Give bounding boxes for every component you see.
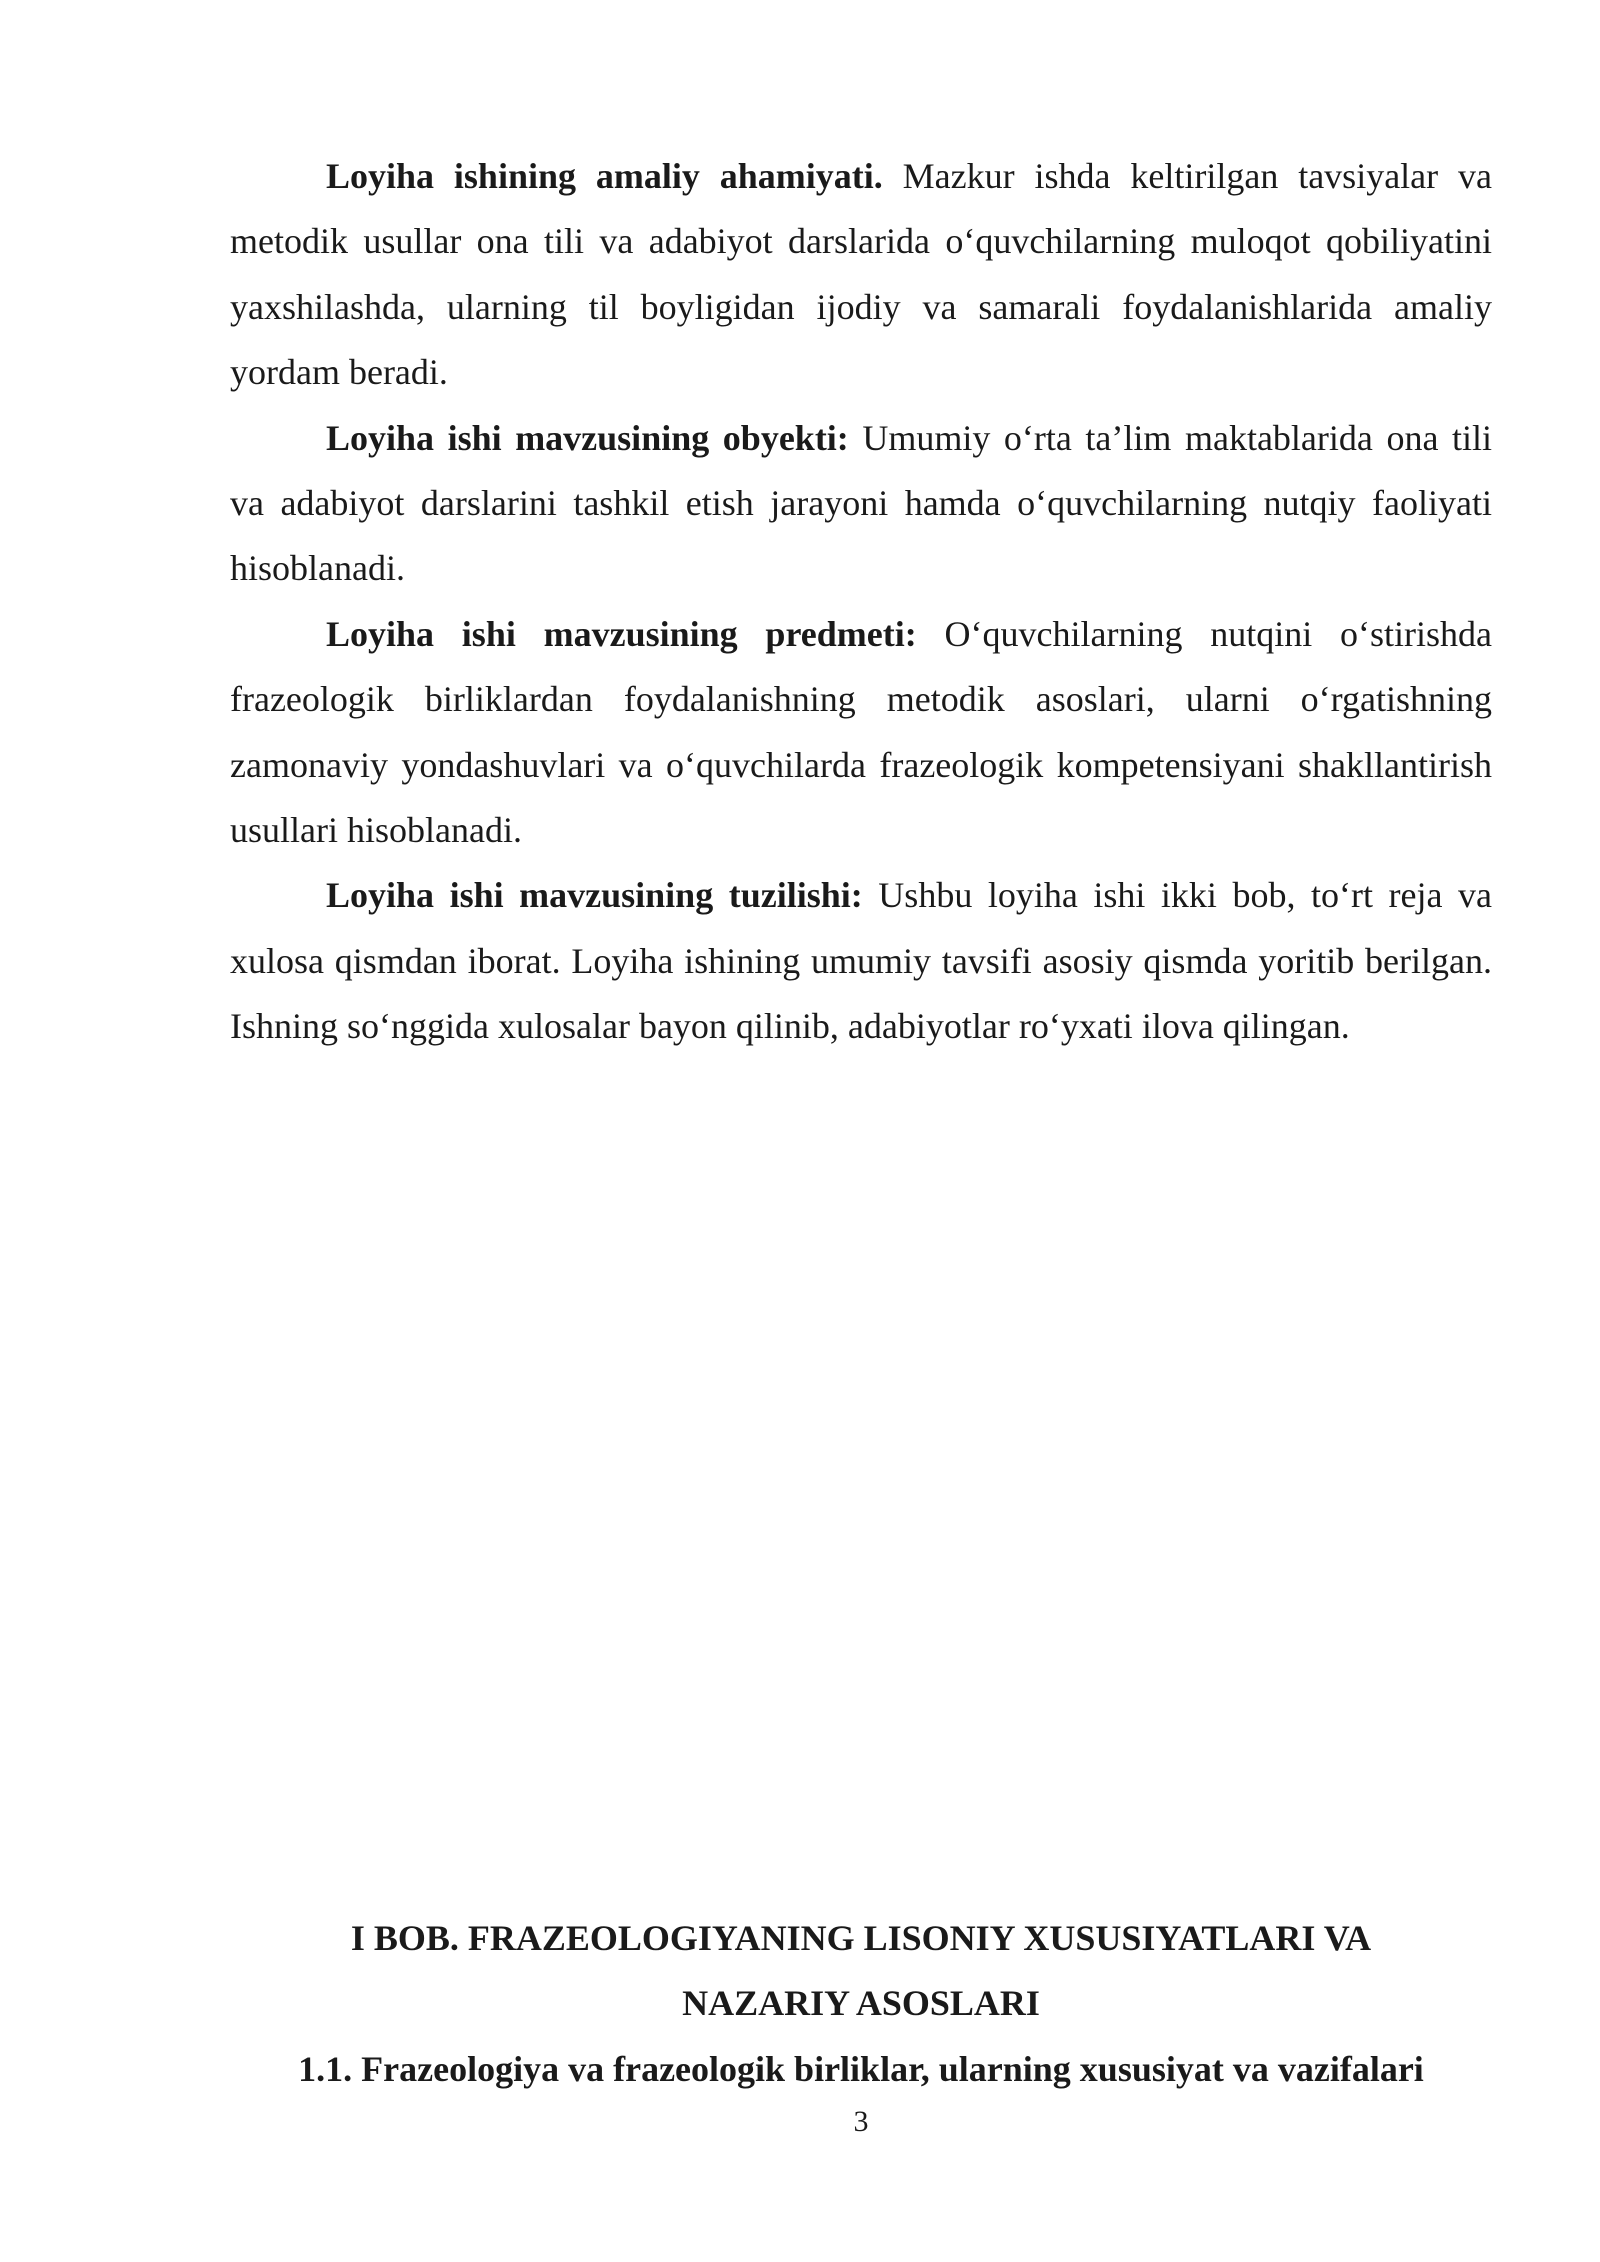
body-text bbox=[230, 144, 1492, 1060]
paragraph-text: Ushbu loyiha ishi ikki bob, to‘rt reja va xulosa qismdan iborat. Loyiha ishining umumiy tavsifi asosiy qismda yoritib berilgan. Ishning so‘nggida xulosalar bayon qilinib, adabiyotlar ro‘yxati ilova qilingan. bbox=[230, 875, 1492, 1047]
chapter-title-line-1: I BOB. FRAZEOLOGIYANING LISONIY XUSUSIYATLARI VA bbox=[350, 1918, 1372, 1958]
paragraph-practical-significance bbox=[230, 144, 1492, 406]
chapter-heading-block bbox=[230, 1906, 1492, 2102]
section-title: 1.1. Frazeologiya va frazeologik birliklar, ularning xususiyat va vazifalari bbox=[298, 2048, 1424, 2089]
paragraph-structure bbox=[230, 863, 1492, 1059]
paragraph-object bbox=[230, 406, 1492, 602]
paragraph-text: Mazkur ishda keltirilgan tavsiyalar va metodik usullar ona tili va adabiyot darslarida o‘quvchilarning muloqot qobiliyatini yaxshilashda, ularning til boyligidan ijodiy va samarali foydalanishlarida amaliy yordam beradi. bbox=[230, 156, 1492, 393]
paragraph-label: Loyiha ishining amaliy ahamiyati. bbox=[326, 156, 883, 196]
page-number: 3 bbox=[853, 2105, 869, 2138]
paragraph-label: Loyiha ishi mavzusining tuzilishi: bbox=[326, 875, 863, 916]
paragraph-label: Loyiha ishi mavzusining predmeti: bbox=[326, 613, 917, 654]
paragraph-text: O‘quvchilarning nutqini o‘stirishda frazeologik birliklardan foydalanishning metodik asoslari, ularni o‘rgatishning zamonaviy yondashuvlari va o‘quvchilarda frazeologik kompetensiyani shakllantirish usullari hisoblanadi. bbox=[230, 613, 1492, 851]
chapter-title-line-2: NAZARIY ASOSLARI bbox=[682, 1983, 1040, 2024]
paragraph-text: Umumiy o‘rta ta’lim maktablarida ona tili va adabiyot darslarini tashkil etish jarayoni hamda o‘quvchilarning nutqiy faoliyati hisoblanadi. bbox=[230, 417, 1492, 589]
paragraph-label: Loyiha ishi mavzusining obyekti: bbox=[326, 417, 849, 458]
paragraph-subject bbox=[230, 602, 1492, 864]
